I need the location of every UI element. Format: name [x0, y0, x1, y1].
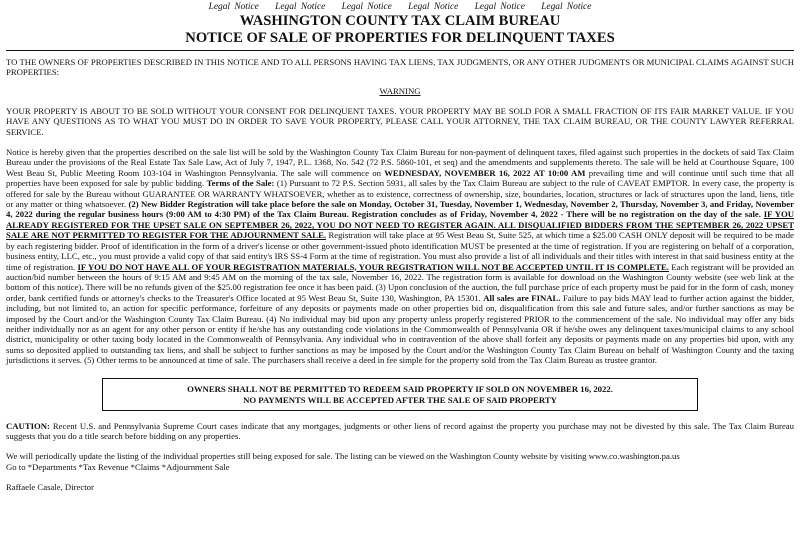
- sale-date: WEDNESDAY, NOVEMBER 16, 2022 AT 10:00 AM: [384, 167, 586, 178]
- legal-notice-tag: Legal Notice: [208, 2, 259, 12]
- owners-paragraph: TO THE OWNERS OF PROPERTIES DESCRIBED IN THIS NOTICE AND TO ALL PERSONS HAVING TAX LIENS, TAX JUDGMENTS, OR ANY OTHER JUDGMENTS OR MUNICIPAL CLAIMS AGAINST SUCH PROPERTIES:: [6, 57, 794, 78]
- redemption-notice-box: [102, 378, 698, 411]
- website-paragraph: [6, 451, 794, 472]
- legal-notice-tag: Legal Notice: [541, 2, 592, 12]
- notice-text: (1) Pursuant to 72 P.S. Section 5931, all sales by the Tax Claim Bureau are subject to the rule of CAVEAT EMPTOR. In every case, the property is offered for sale by the Bureau without GUARANTEE OR WARRANTY WHATSOEVER, whether as to existence, correctness of ownership, size, boundaries, location, structures or lack of structures upon the land, liens, title or any matter or thing whatsoever.: [6, 178, 794, 210]
- caution-text: Recent U.S. and Pennsylvania Supreme Court cases indicate that any mortgages, judgments or other liens of record against the property you purchase may not be divested by this sale. The Tax Claim Bureau suggests that you do a title search before bidding on any properties.: [6, 420, 794, 441]
- caution-label: CAUTION:: [6, 420, 50, 431]
- sales-final-notice: All sales are FINAL.: [483, 292, 561, 303]
- terms-label: Terms of the Sale:: [206, 178, 275, 189]
- redemption-notice-line: OWNERS SHALL NOT BE PERMITTED TO REDEEM SAID PROPERTY IF SOLD ON NOVEMBER 16, 2022.: [187, 383, 613, 394]
- legal-notice-tag: Legal Notice: [341, 2, 392, 12]
- legal-notice-tag: Legal Notice: [275, 2, 326, 12]
- notice-text: Each registrant will be provided an auction/bid number between the hours of 9:15 AM and 9:45 AM on the morning of the tax sale, November 16, 2022. The registration form is available for download on the Washington County website (see web link at the bottom of this notice). There will be no refunds given of the $25.00 registration fee once it has been paid. (3) Upon conclusion of the auction, the full purchase price of each property must be paid for in the form of cash, money order, bank certified funds or attorney's checks to the Treasurer's Office located at 95 West Beau St, Suite 130, Washington, PA 15301.: [6, 261, 794, 303]
- director-signature: Raffaele Casale, Director: [6, 482, 94, 493]
- legal-notice-tag: Legal Notice: [474, 2, 525, 12]
- payment-notice-line: NO PAYMENTS WILL BE ACCEPTED AFTER THE SALE OF SAID PROPERTY: [243, 394, 557, 405]
- notice-text: Notice is hereby given that the properties described on the sale list will be sold by the Washington County Tax Claim Bureau for non-payment of delinquent taxes, filed against such properties in the dockets of said Tax Claim Bureau under the provisions of the Real Estate Tax Sale Law, Act of July 7, 1947, P.L. 1368, No. 542 (72 P.S. 5860-101, et seq) and the amendments and supplements thereto. The sale will be held at Courthouse Square, 100 West Beau St, Public Meeting Room 103-104 in Washington Pennsylvania. The sale will commence on: [6, 147, 794, 178]
- upset-sale-notice: IF YOU ALREADY REGISTERED FOR THE UPSET SALE ON SEPTEMBER 26, 2022, YOU DO NOT NEED TO REGISTER AGAIN. ALL DISQUALIFIED BIDDERS FROM THE SEPTEMBER 26, 2022 UPSET SALE ARE NOT PERMITTED TO REGISTER FOR THE ADJOURNMENT SALE.: [6, 209, 794, 241]
- warning-heading: [6, 86, 794, 97]
- registration-materials-notice: IF YOU DO NOT HAVE ALL OF YOUR REGISTRATION MATERIALS, YOUR REGISTRATION WILL NOT BE ACCEPTED UNTIL IT IS COMPLETE.: [77, 261, 669, 272]
- notice-text: Failure to pay bids MAY lead to further action against the bidder, including, but not limited to, an action for specific performance, forfeiture of any deposits or payments made on other properties bid on, disqualification from this sale and future sales, and/or further sanctions as may be imposed by the Court and/or the Washington County Tax Claim Bureau. (4) No individual may bid upon any property unless properly registered PRIOR to the commencement of the sale. No individual may offer any bids neither individually nor as an agent for any other person or entity if he/she has any outstanding code violations in the Commonwealth of Pennsylvania OR if he/she owes any delinquent taxes/municipal claims to any school district, municipality or other taxing body located in the Commonwealth of Pennsylvania. Any individual who in contravention of the above shall forfeit any deposits or payments made on any properties bid upon, with any sums so deposited applied to outstanding tax liens, and shall be subject to further sanctions as may be imposed by the Court and/or the Washington County Tax Claim Bureau on behalf of Washington County and the taxing jurisdictions it serves. (5) Other terms to be announced at time of sale. The purchasers shall receive a deed in fee simple for the property sold from the Tax Claim Bureau as trustee grantor.: [6, 292, 794, 366]
- warning-paragraph: YOUR PROPERTY IS ABOUT TO BE SOLD WITHOUT YOUR CONSENT FOR DELINQUENT TAXES. YOUR PROPERTY MAY BE SOLD FOR A SMALL FRACTION OF ITS FAIR MARKET VALUE. IF YOU HAVE ANY QUESTIONS AS TO WHAT YOU MUST DO IN ORDER TO SAVE YOUR PROPERTY, PLEASE CALL YOUR ATTORNEY, THE TAX CLAIM BUREAU, OR THE COUNTY LAWYER REFERRAL SERVICE.: [6, 105, 794, 137]
- website-text: We will periodically update the listing of the individual properties still being exposed for sale. The listing can be viewed on the Washington County website by visiting www.co.washington.pa.us: [6, 451, 680, 462]
- notice-text: prevailing time and will continue until such time that all properties have been exposed for sale by public bidding.: [6, 167, 794, 189]
- legal-notice-tag: Legal Notice: [408, 2, 459, 12]
- warning-heading-text: WARNING: [379, 85, 421, 96]
- legal-notice-tags: [6, 2, 794, 13]
- website-navigation: Go to *Departments *Tax Revenue *Claims *Adjournment Sale: [6, 461, 230, 472]
- registration-schedule: (2) New Bidder Registration will take place before the sale on Monday, October 31, Tuesday, November 1, Wednesday, November 2, Thursday, November 3, and Friday, November 4, 2022 during the regular business hours (9:00 AM to 4:30 PM) of the Tax Claim Bureau. Registration concludes as of Friday, November 4, 2022 - There will be no registration on the day of the sale.: [6, 199, 794, 220]
- notice-title: NOTICE OF SALE OF PROPERTIES FOR DELINQUENT TAXES: [6, 30, 794, 51]
- caution-paragraph: [6, 421, 794, 442]
- bureau-title: WASHINGTON COUNTY TAX CLAIM BUREAU: [239, 13, 561, 29]
- notice-text: Registration will take place at 95 West Beau St, Suite 525, at which time a $25.00 CASH ONLY deposit will be required to be made by each registering bidder. Proof of identification in the form of a driver's license or other government-issued photo identification MUST be presented at the time of registration. If you are registering on behalf of a corporation, business entity, LLC, etc., you must provide a valid copy of that said entity's IRS SS-4 Form at the time of registration. You must also provide a list of all individuals and their titles with interest in that said business entity at the time of registration.: [6, 230, 794, 272]
- sale-notice-paragraph: [6, 147, 794, 366]
